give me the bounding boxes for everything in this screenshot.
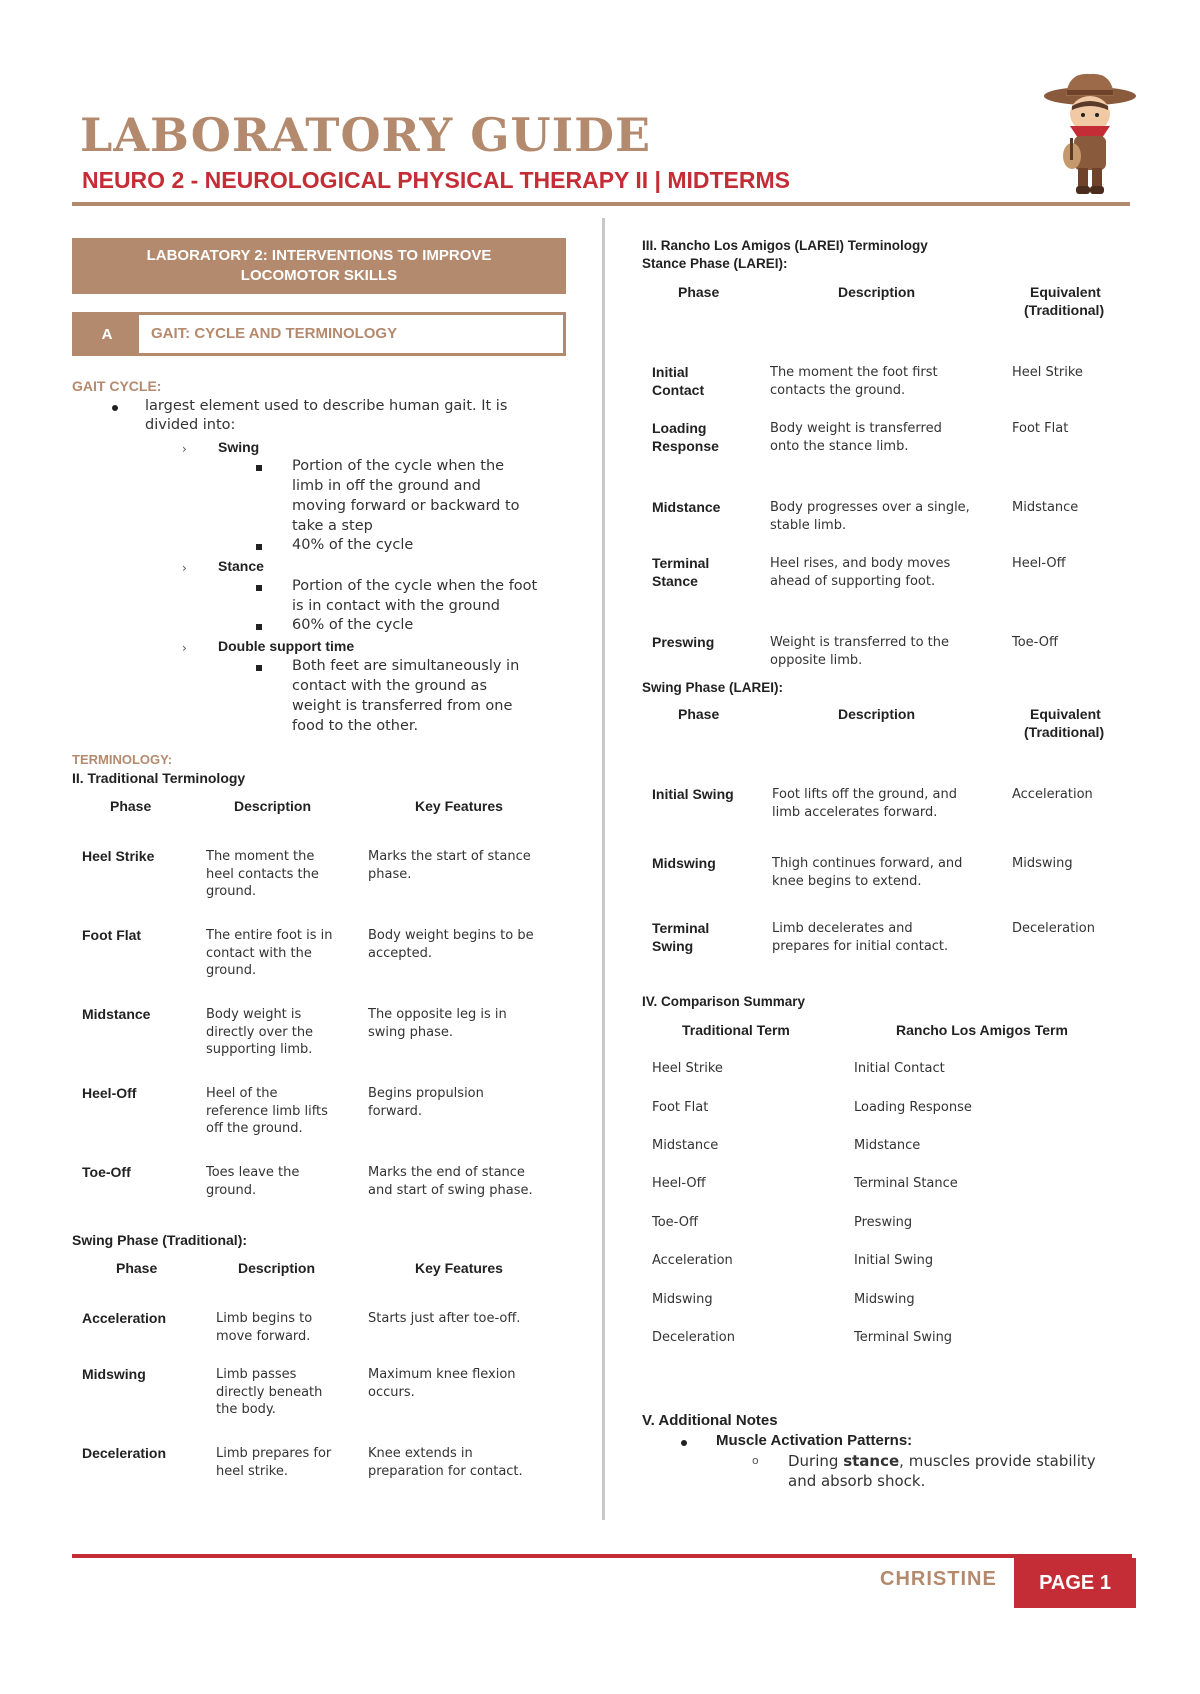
row-key: Maximum knee flexion bbox=[368, 1367, 516, 1382]
row-key: Body weight begins to be bbox=[368, 928, 534, 943]
row-key: Begins propulsion bbox=[368, 1086, 484, 1101]
circle-bullet-icon: o bbox=[752, 1454, 759, 1467]
section-header bbox=[72, 312, 566, 356]
rancho-swing-heading: Swing Phase (LAREI): bbox=[642, 680, 784, 695]
row-phase: Preswing bbox=[652, 634, 715, 650]
table-header: (Traditional) bbox=[1024, 302, 1105, 318]
row-desc: Toes leave the bbox=[206, 1165, 300, 1180]
row-desc: The entire foot is in bbox=[206, 928, 333, 943]
swing-traditional-heading: Swing Phase (Traditional): bbox=[72, 1232, 248, 1248]
row-phase: Loading bbox=[652, 420, 707, 436]
double-desc-l2: contact with the ground as bbox=[292, 678, 487, 694]
notes-sub-l2: and absorb shock. bbox=[788, 1472, 926, 1490]
row-desc: onto the stance limb. bbox=[770, 438, 909, 454]
arrow-bullet-icon: › bbox=[182, 561, 187, 575]
row-desc: The moment the bbox=[206, 849, 315, 864]
row-desc: stable limb. bbox=[770, 517, 847, 533]
row-key: phase. bbox=[368, 866, 412, 882]
comparison-table bbox=[652, 1060, 1132, 1360]
row-phase: Initial bbox=[652, 364, 689, 380]
swing-desc-l3: moving forward or backward to bbox=[292, 498, 520, 514]
square-bullet-icon bbox=[256, 465, 262, 471]
table-header: Description bbox=[234, 798, 312, 814]
double-desc-l1: Both feet are simultaneously in bbox=[292, 658, 520, 674]
row-phase: Deceleration bbox=[82, 1445, 167, 1461]
footer-divider bbox=[72, 1554, 1132, 1558]
row-desc: limb accelerates forward. bbox=[772, 804, 938, 820]
table-header: Description bbox=[838, 284, 916, 300]
swing-percent: 40% of the cycle bbox=[292, 537, 414, 553]
row-desc: contact with the bbox=[206, 945, 312, 961]
row-desc: prepares for initial contact. bbox=[772, 938, 949, 954]
lab-title-line1: LABORATORY 2: INTERVENTIONS TO IMPROVE bbox=[146, 247, 492, 264]
row-desc: Foot lifts off the ground, and bbox=[772, 787, 957, 802]
row-desc: Heel rises, and body moves bbox=[770, 556, 951, 571]
row-equivalent: Heel-Off bbox=[1012, 556, 1066, 571]
page-title: LABORATORY GUIDE bbox=[80, 108, 652, 162]
stance-desc-l2: is in contact with the ground bbox=[292, 598, 500, 614]
row-phase: Midstance bbox=[652, 499, 721, 515]
table-header: Traditional Term bbox=[682, 1022, 790, 1038]
comparison-traditional: Heel-Off bbox=[652, 1176, 706, 1191]
row-desc: contacts the ground. bbox=[770, 382, 906, 398]
comparison-traditional: Heel Strike bbox=[652, 1061, 723, 1076]
row-phase: Contact bbox=[652, 381, 705, 398]
row-desc: ground. bbox=[206, 884, 257, 899]
row-desc: Body weight is bbox=[206, 1007, 302, 1022]
cowboy-mascot-icon bbox=[1040, 68, 1140, 202]
row-key: Knee extends in bbox=[368, 1446, 473, 1461]
comparison-rancho: Midstance bbox=[854, 1138, 921, 1153]
bullet-icon bbox=[112, 405, 118, 411]
comparison-rancho: Terminal Swing bbox=[854, 1330, 953, 1345]
comparison-rancho: Initial Contact bbox=[854, 1061, 945, 1076]
table-header: Phase bbox=[678, 284, 720, 300]
rancho-stance-heading: Stance Phase (LAREI): bbox=[642, 256, 788, 271]
gait-intro-l2: divided into: bbox=[145, 417, 236, 433]
row-key: swing phase. bbox=[368, 1024, 454, 1040]
table-header: Key Features bbox=[415, 798, 503, 814]
table-header: Rancho Los Amigos Term bbox=[896, 1022, 1068, 1038]
row-phase: Acceleration bbox=[82, 1310, 167, 1326]
comparison-traditional: Deceleration bbox=[652, 1330, 735, 1345]
row-phase: Terminal bbox=[652, 555, 710, 571]
row-equivalent: Midswing bbox=[1012, 856, 1073, 871]
row-desc: ground. bbox=[206, 1182, 257, 1198]
double-support-label: Double support time bbox=[218, 638, 355, 654]
row-equivalent: Heel Strike bbox=[1012, 365, 1083, 380]
page-number-badge: PAGE 1 bbox=[1014, 1558, 1136, 1608]
row-phase: Midswing bbox=[82, 1366, 146, 1382]
row-desc: heel strike. bbox=[216, 1463, 289, 1479]
table-header: Equivalent bbox=[1030, 706, 1101, 722]
comparison-traditional: Toe-Off bbox=[652, 1215, 698, 1230]
swing-label: Swing bbox=[218, 439, 260, 455]
row-equivalent: Acceleration bbox=[1012, 787, 1093, 802]
lab-title-line2: LOCOMOTOR SKILLS bbox=[240, 267, 398, 284]
arrow-bullet-icon: › bbox=[182, 442, 187, 456]
table-header: Phase bbox=[116, 1260, 158, 1276]
double-desc-l3: weight is transferred from one bbox=[292, 698, 513, 714]
lab-title-box bbox=[72, 238, 566, 294]
row-desc: ground. bbox=[206, 963, 257, 978]
table-header: Phase bbox=[110, 798, 152, 814]
row-desc: reference limb lifts bbox=[206, 1103, 328, 1119]
gait-intro-l1: largest element used to describe human gait. It is bbox=[145, 398, 508, 414]
gait-cycle-heading: GAIT CYCLE: bbox=[72, 378, 162, 394]
notes-sub-bold: stance bbox=[843, 1452, 900, 1470]
table-header: Phase bbox=[678, 706, 720, 722]
row-desc: The moment the foot first bbox=[770, 365, 938, 380]
table-header: Key Features bbox=[415, 1260, 503, 1276]
table-header: (Traditional) bbox=[1024, 724, 1105, 740]
stance-label: Stance bbox=[218, 558, 264, 574]
rancho-heading: III. Rancho Los Amigos (LAREI) Terminology bbox=[642, 238, 928, 253]
column-divider bbox=[602, 218, 605, 1520]
row-desc: Limb passes bbox=[216, 1367, 297, 1382]
table-header: Description bbox=[238, 1260, 316, 1276]
comparison-rancho: Terminal Stance bbox=[854, 1176, 958, 1191]
notes-sub-post: , muscles provide stability bbox=[899, 1452, 1096, 1470]
footer-author: CHRISTINE bbox=[880, 1568, 997, 1590]
row-phase: Swing bbox=[652, 937, 694, 954]
row-phase: Response bbox=[652, 437, 719, 454]
row-desc: Limb begins to bbox=[216, 1311, 313, 1326]
double-desc-l4: food to the other. bbox=[292, 718, 419, 734]
row-desc: directly over the bbox=[206, 1024, 314, 1040]
row-key: forward. bbox=[368, 1103, 422, 1119]
row-key: Marks the start of stance bbox=[368, 849, 531, 864]
row-key: accepted. bbox=[368, 945, 432, 961]
row-desc: ahead of supporting foot. bbox=[770, 573, 936, 589]
arrow-bullet-icon: › bbox=[182, 641, 187, 655]
notes-heading: V. Additional Notes bbox=[642, 1412, 778, 1429]
row-key: Starts just after toe-off. bbox=[368, 1311, 521, 1326]
square-bullet-icon bbox=[256, 585, 262, 591]
traditional-heading: II. Traditional Terminology bbox=[72, 770, 246, 786]
row-desc: supporting limb. bbox=[206, 1042, 313, 1057]
row-key: occurs. bbox=[368, 1384, 415, 1400]
row-desc: directly beneath bbox=[216, 1384, 323, 1400]
row-desc: heel contacts the bbox=[206, 866, 319, 882]
comparison-rancho: Initial Swing bbox=[854, 1253, 934, 1268]
row-desc: Body weight is transferred bbox=[770, 421, 942, 436]
table-header: Equivalent bbox=[1030, 284, 1101, 300]
comparison-traditional: Midstance bbox=[652, 1138, 719, 1153]
swing-desc-l2: limb in off the ground and bbox=[292, 478, 481, 494]
comparison-rancho: Midswing bbox=[854, 1292, 915, 1307]
row-desc: Weight is transferred to the bbox=[770, 635, 950, 650]
swing-desc-l1: Portion of the cycle when the bbox=[292, 458, 505, 474]
row-phase: Midswing bbox=[652, 855, 716, 871]
row-desc: move forward. bbox=[216, 1328, 311, 1344]
row-equivalent: Toe-Off bbox=[1012, 635, 1058, 650]
square-bullet-icon bbox=[256, 624, 262, 630]
notes-item: Muscle Activation Patterns: bbox=[716, 1432, 913, 1449]
header-divider bbox=[72, 202, 1130, 206]
row-key: and start of swing phase. bbox=[368, 1182, 533, 1198]
row-phase: Initial Swing bbox=[652, 786, 734, 802]
bullet-icon bbox=[681, 1440, 687, 1446]
comparison-traditional: Midswing bbox=[652, 1292, 713, 1307]
row-equivalent: Deceleration bbox=[1012, 921, 1095, 936]
swing-desc-l4: take a step bbox=[292, 518, 373, 534]
notes-sub-l1 bbox=[788, 1452, 1096, 1472]
comparison-rancho: Preswing bbox=[854, 1215, 913, 1230]
row-key: The opposite leg is in bbox=[368, 1007, 507, 1022]
row-desc: Limb decelerates and bbox=[772, 921, 913, 936]
notes-sub-pre: During bbox=[788, 1452, 844, 1470]
row-phase: Toe-Off bbox=[82, 1164, 131, 1180]
section-letter: A bbox=[75, 315, 139, 353]
stance-percent: 60% of the cycle bbox=[292, 617, 414, 633]
row-desc: off the ground. bbox=[206, 1121, 303, 1136]
row-desc: Body progresses over a single, bbox=[770, 500, 970, 515]
square-bullet-icon bbox=[256, 665, 262, 671]
section-title: GAIT: CYCLE AND TERMINOLOGY bbox=[151, 325, 398, 342]
row-equivalent: Midstance bbox=[1012, 500, 1079, 515]
row-equivalent: Foot Flat bbox=[1012, 421, 1069, 436]
row-key: Marks the end of stance bbox=[368, 1165, 525, 1180]
comparison-traditional: Foot Flat bbox=[652, 1100, 709, 1115]
stance-desc-l1: Portion of the cycle when the foot bbox=[292, 578, 538, 594]
row-desc: Limb prepares for bbox=[216, 1446, 332, 1461]
page-subtitle: NEURO 2 - NEUROLOGICAL PHYSICAL THERAPY II | MIDTERMS bbox=[82, 167, 791, 193]
row-desc: Thigh continues forward, and bbox=[772, 856, 963, 871]
row-desc: Heel of the bbox=[206, 1086, 278, 1101]
row-desc: knee begins to extend. bbox=[772, 873, 922, 889]
row-desc: opposite limb. bbox=[770, 652, 863, 668]
terminology-heading: TERMINOLOGY: bbox=[72, 752, 173, 767]
row-phase: Heel-Off bbox=[82, 1085, 137, 1101]
row-phase: Heel Strike bbox=[82, 848, 155, 864]
row-phase: Stance bbox=[652, 572, 698, 589]
row-key: preparation for contact. bbox=[368, 1463, 523, 1479]
comparison-traditional: Acceleration bbox=[652, 1253, 733, 1268]
comparison-rancho: Loading Response bbox=[854, 1100, 972, 1115]
table-header: Description bbox=[838, 706, 916, 722]
row-phase: Terminal bbox=[652, 920, 710, 936]
comparison-heading: IV. Comparison Summary bbox=[642, 994, 806, 1009]
row-phase: Foot Flat bbox=[82, 927, 142, 943]
square-bullet-icon bbox=[256, 544, 262, 550]
row-phase: Midstance bbox=[82, 1006, 151, 1022]
row-desc: the body. bbox=[216, 1402, 276, 1417]
